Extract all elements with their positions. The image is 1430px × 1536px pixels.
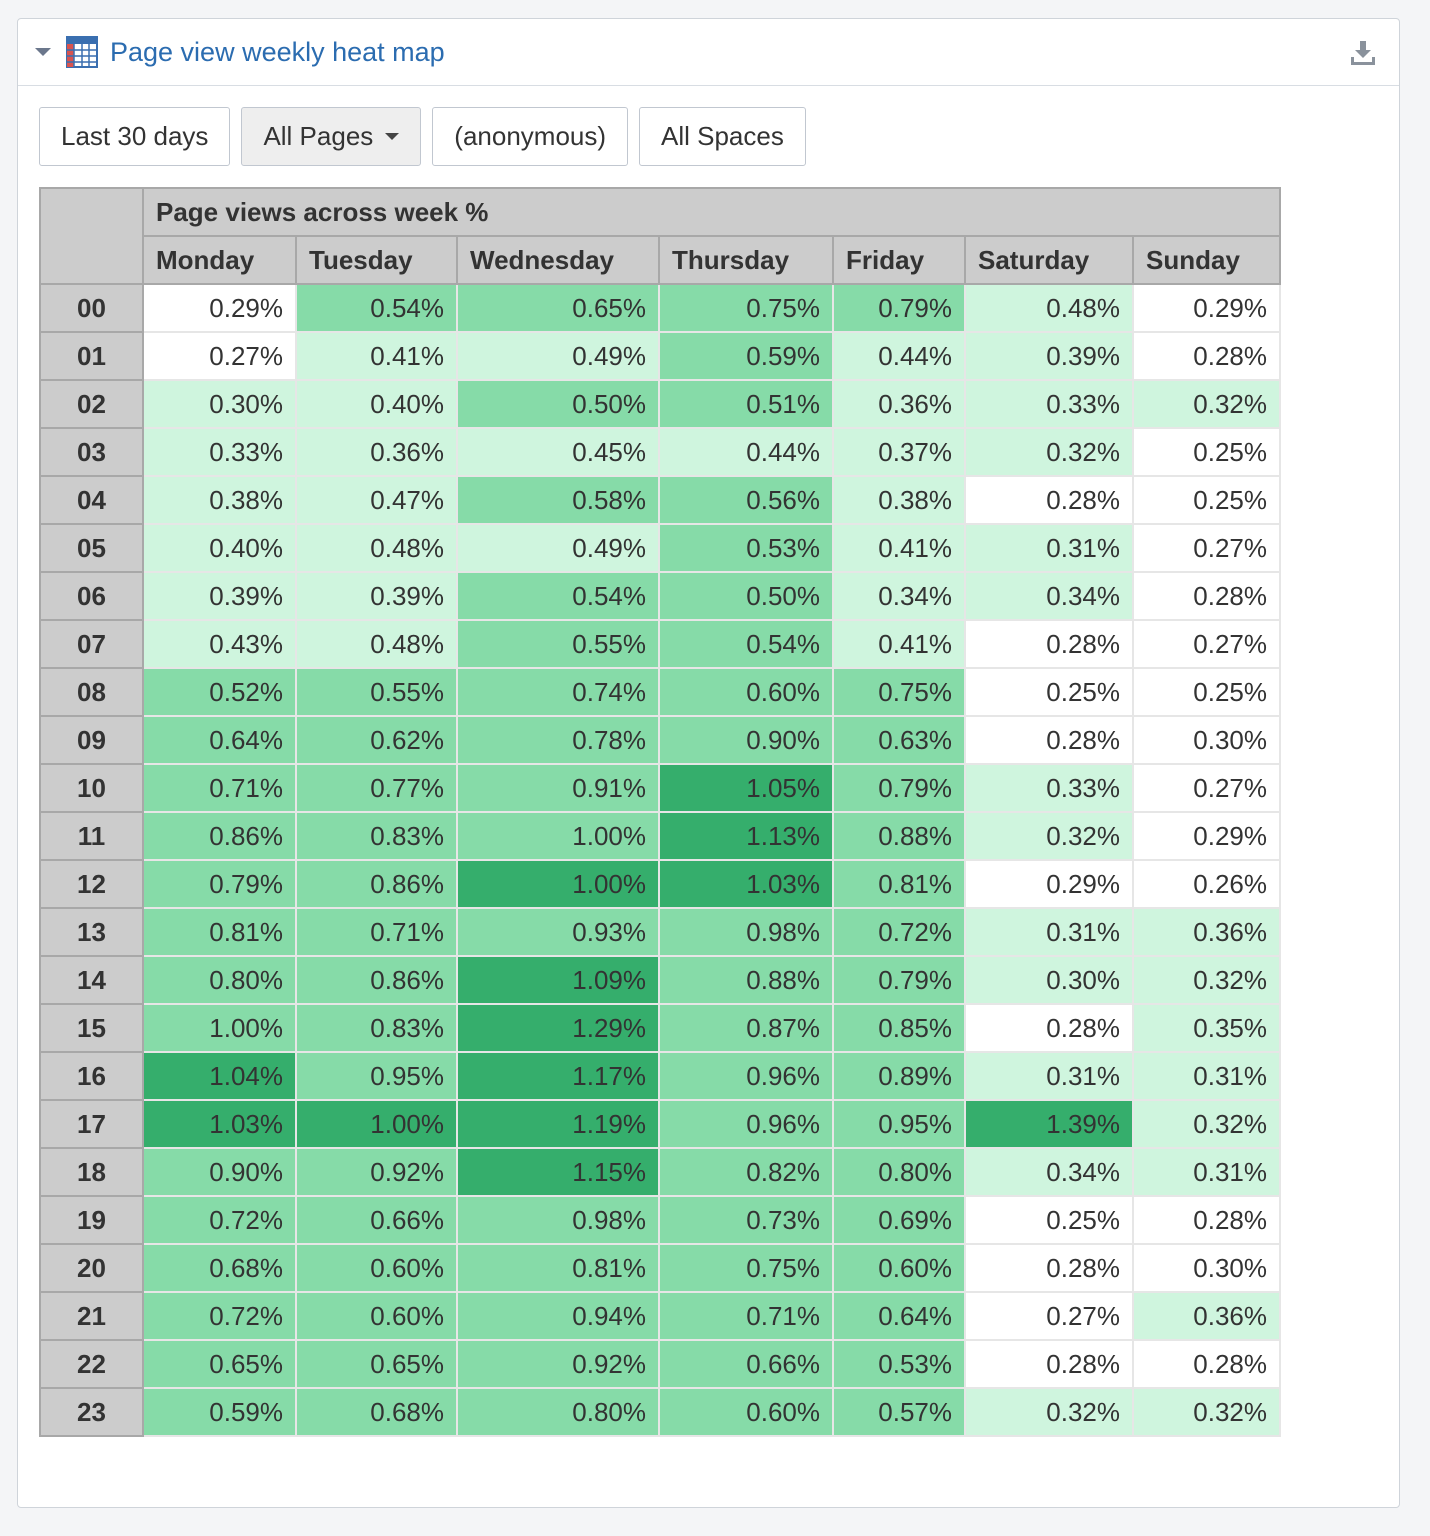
row-header-hour: 14: [40, 956, 143, 1004]
heat-cell: 0.29%: [143, 284, 296, 332]
heat-cell: 0.50%: [457, 380, 659, 428]
heat-cell: 0.93%: [457, 908, 659, 956]
heat-cell: 0.49%: [457, 524, 659, 572]
table-row: [40, 572, 1280, 620]
panel-title[interactable]: Page view weekly heat map: [110, 36, 445, 67]
heat-cell: 0.31%: [965, 908, 1133, 956]
row-header-hour: 11: [40, 812, 143, 860]
heat-cell: 0.69%: [833, 1196, 965, 1244]
row-header-hour: 04: [40, 476, 143, 524]
column-header-wednesday: Wednesday: [457, 236, 659, 284]
row-header-hour: 15: [40, 1004, 143, 1052]
filter-button-1[interactable]: [241, 107, 421, 166]
heat-cell: 0.32%: [965, 1388, 1133, 1436]
table-row: [40, 1052, 1280, 1100]
heat-cell: 0.27%: [1133, 620, 1280, 668]
heat-cell: 0.27%: [965, 1292, 1133, 1340]
table-row: [40, 1196, 1280, 1244]
table-row: [40, 908, 1280, 956]
filter-label: All Spaces: [661, 121, 784, 151]
heat-cell: 0.44%: [833, 332, 965, 380]
heat-cell: 0.68%: [296, 1388, 457, 1436]
heat-cell: 0.29%: [1133, 284, 1280, 332]
heat-cell: 0.48%: [296, 524, 457, 572]
heat-cell: 0.86%: [296, 956, 457, 1004]
heat-cell: 1.00%: [296, 1100, 457, 1148]
heat-cell: 0.89%: [833, 1052, 965, 1100]
heat-cell: 0.71%: [143, 764, 296, 812]
heat-cell: 0.28%: [965, 716, 1133, 764]
heat-cell: 0.36%: [296, 428, 457, 476]
heat-cell: 0.90%: [659, 716, 833, 764]
row-header-hour: 00: [40, 284, 143, 332]
heat-cell: 1.05%: [659, 764, 833, 812]
row-header-hour: 03: [40, 428, 143, 476]
heat-cell: 0.50%: [659, 572, 833, 620]
heat-cell: 0.94%: [457, 1292, 659, 1340]
heat-cell: 0.40%: [296, 380, 457, 428]
heat-cell: 0.80%: [833, 1148, 965, 1196]
heat-cell: 0.27%: [1133, 764, 1280, 812]
table-row: [40, 1148, 1280, 1196]
heat-cell: 0.36%: [833, 380, 965, 428]
heat-cell: 0.34%: [965, 572, 1133, 620]
heat-cell: 0.87%: [659, 1004, 833, 1052]
heat-cell: 0.72%: [143, 1196, 296, 1244]
heat-cell: 0.63%: [833, 716, 965, 764]
heat-cell: 0.55%: [457, 620, 659, 668]
heat-cell: 0.73%: [659, 1196, 833, 1244]
table-row: [40, 1100, 1280, 1148]
heat-cell: 0.30%: [1133, 1244, 1280, 1292]
heat-cell: 0.62%: [296, 716, 457, 764]
heat-cell: 0.27%: [143, 332, 296, 380]
heat-cell: 0.79%: [833, 956, 965, 1004]
table-row: [40, 284, 1280, 332]
heat-cell: 0.79%: [833, 284, 965, 332]
filter-button-3[interactable]: [639, 107, 806, 166]
heat-cell: 0.53%: [659, 524, 833, 572]
heat-cell: 0.32%: [1133, 380, 1280, 428]
heat-cell: 0.28%: [965, 620, 1133, 668]
filter-label: (anonymous): [454, 121, 607, 151]
row-header-hour: 05: [40, 524, 143, 572]
row-header-hour: 06: [40, 572, 143, 620]
row-header-hour: 01: [40, 332, 143, 380]
column-header-thursday: Thursday: [659, 236, 833, 284]
heat-cell: 0.65%: [296, 1340, 457, 1388]
row-header-hour: 13: [40, 908, 143, 956]
heat-cell: 0.28%: [965, 476, 1133, 524]
heat-cell: 0.41%: [833, 524, 965, 572]
table-row: [40, 956, 1280, 1004]
heat-cell: 0.25%: [1133, 476, 1280, 524]
heat-cell: 0.44%: [659, 428, 833, 476]
heat-cell: 0.71%: [296, 908, 457, 956]
heat-cell: 0.83%: [296, 812, 457, 860]
heat-cell: 1.13%: [659, 812, 833, 860]
heat-cell: 0.25%: [1133, 428, 1280, 476]
heat-cell: 0.29%: [1133, 812, 1280, 860]
heat-cell: 0.36%: [1133, 1292, 1280, 1340]
heat-cell: 0.98%: [457, 1196, 659, 1244]
heat-cell: 0.30%: [143, 380, 296, 428]
heat-cell: 0.25%: [1133, 668, 1280, 716]
heat-cell: 0.74%: [457, 668, 659, 716]
heat-cell: 0.29%: [965, 860, 1133, 908]
row-header-hour: 09: [40, 716, 143, 764]
column-header-tuesday: Tuesday: [296, 236, 457, 284]
heat-cell: 0.72%: [833, 908, 965, 956]
heat-cell: 0.25%: [965, 1196, 1133, 1244]
row-header-hour: 22: [40, 1340, 143, 1388]
table-row: [40, 764, 1280, 812]
heat-cell: 0.65%: [457, 284, 659, 332]
heat-cell: 0.82%: [659, 1148, 833, 1196]
heat-cell: 0.59%: [659, 332, 833, 380]
heat-cell: 0.59%: [143, 1388, 296, 1436]
heat-cell: 0.57%: [833, 1388, 965, 1436]
column-header-friday: Friday: [833, 236, 965, 284]
heat-cell: 0.30%: [965, 956, 1133, 1004]
heat-cell: 0.25%: [965, 668, 1133, 716]
heat-cell: 0.60%: [296, 1244, 457, 1292]
heat-cell: 1.03%: [659, 860, 833, 908]
row-header-hour: 20: [40, 1244, 143, 1292]
filter-bar: [39, 107, 817, 166]
heat-cell: 0.52%: [143, 668, 296, 716]
heat-cell: 0.38%: [833, 476, 965, 524]
heat-cell: 0.28%: [1133, 332, 1280, 380]
row-header-hour: 17: [40, 1100, 143, 1148]
heat-cell: 0.77%: [296, 764, 457, 812]
heat-cell: 0.31%: [965, 1052, 1133, 1100]
table-row: [40, 716, 1280, 764]
table-row: [40, 380, 1280, 428]
heat-cell: 0.88%: [659, 956, 833, 1004]
heat-cell: 1.29%: [457, 1004, 659, 1052]
heat-cell: 1.00%: [143, 1004, 296, 1052]
heat-cell: 0.64%: [833, 1292, 965, 1340]
heat-cell: 0.56%: [659, 476, 833, 524]
heat-cell: 0.92%: [296, 1148, 457, 1196]
heat-cell: 0.39%: [143, 572, 296, 620]
heat-cell: 0.54%: [457, 572, 659, 620]
heat-cell: 1.39%: [965, 1100, 1133, 1148]
heat-cell: 0.48%: [296, 620, 457, 668]
heat-cell: 1.04%: [143, 1052, 296, 1100]
heat-cell: 0.41%: [296, 332, 457, 380]
heat-cell: 0.75%: [659, 284, 833, 332]
heat-cell: 0.80%: [457, 1388, 659, 1436]
table-row: [40, 668, 1280, 716]
table-row: [40, 812, 1280, 860]
row-header-hour: 21: [40, 1292, 143, 1340]
filter-label: All Pages: [263, 121, 374, 151]
heat-cell: 0.95%: [296, 1052, 457, 1100]
heat-cell: 0.31%: [1133, 1052, 1280, 1100]
heat-cell: 0.72%: [143, 1292, 296, 1340]
heat-cell: 0.28%: [1133, 1196, 1280, 1244]
heat-cell: 0.43%: [143, 620, 296, 668]
table-row: [40, 620, 1280, 668]
table-row: [40, 1340, 1280, 1388]
caret-down-icon[interactable]: [35, 48, 51, 56]
heat-cell: 0.32%: [1133, 1388, 1280, 1436]
heat-cell: 0.58%: [457, 476, 659, 524]
heat-cell: 0.40%: [143, 524, 296, 572]
heat-cell: 0.98%: [659, 908, 833, 956]
heat-cell: 0.47%: [296, 476, 457, 524]
heat-cell: 0.33%: [965, 380, 1133, 428]
heat-cell: 0.91%: [457, 764, 659, 812]
filter-label: Last 30 days: [61, 121, 209, 151]
table-row: [40, 1244, 1280, 1292]
heatmap-table: [39, 187, 1281, 1437]
panel-header: [18, 19, 1399, 86]
heat-cell: 0.26%: [1133, 860, 1280, 908]
heat-cell: 1.03%: [143, 1100, 296, 1148]
heat-cell: 0.65%: [143, 1340, 296, 1388]
heat-cell: 0.34%: [965, 1148, 1133, 1196]
column-header-monday: Monday: [143, 236, 296, 284]
heatmap-panel: [17, 18, 1400, 1508]
heat-cell: 1.17%: [457, 1052, 659, 1100]
heat-cell: 0.51%: [659, 380, 833, 428]
heat-cell: 0.32%: [965, 812, 1133, 860]
row-header-hour: 02: [40, 380, 143, 428]
heat-cell: 1.09%: [457, 956, 659, 1004]
table-title: Page views across week %: [143, 188, 1280, 236]
row-header-hour: 10: [40, 764, 143, 812]
heat-cell: 0.27%: [1133, 524, 1280, 572]
table-row: [40, 476, 1280, 524]
heat-cell: 0.54%: [659, 620, 833, 668]
filter-button-0[interactable]: [39, 107, 230, 166]
heat-cell: 0.53%: [833, 1340, 965, 1388]
heat-cell: 0.28%: [965, 1244, 1133, 1292]
heat-cell: 1.00%: [457, 812, 659, 860]
heat-cell: 0.48%: [965, 284, 1133, 332]
heat-cell: 0.28%: [1133, 1340, 1280, 1388]
heat-cell: 0.33%: [965, 764, 1133, 812]
heat-cell: 0.75%: [659, 1244, 833, 1292]
row-header-hour: 08: [40, 668, 143, 716]
heat-cell: 0.81%: [143, 908, 296, 956]
heat-cell: 0.38%: [143, 476, 296, 524]
heat-cell: 0.66%: [659, 1340, 833, 1388]
heat-cell: 0.32%: [1133, 956, 1280, 1004]
heat-cell: 0.55%: [296, 668, 457, 716]
heat-cell: 0.81%: [457, 1244, 659, 1292]
table-row: [40, 332, 1280, 380]
heat-cell: 0.75%: [833, 668, 965, 716]
column-header-saturday: Saturday: [965, 236, 1133, 284]
heat-cell: 0.88%: [833, 812, 965, 860]
heat-cell: 0.64%: [143, 716, 296, 764]
heat-cell: 1.19%: [457, 1100, 659, 1148]
download-icon[interactable]: [1349, 39, 1377, 67]
heat-cell: 0.31%: [965, 524, 1133, 572]
heat-cell: 0.83%: [296, 1004, 457, 1052]
row-header-hour: 18: [40, 1148, 143, 1196]
heat-cell: 0.37%: [833, 428, 965, 476]
heat-cell: 0.36%: [1133, 908, 1280, 956]
heat-cell: 0.32%: [1133, 1100, 1280, 1148]
table-row: [40, 1004, 1280, 1052]
row-header-hour: 07: [40, 620, 143, 668]
heat-cell: 0.60%: [833, 1244, 965, 1292]
table-icon: [66, 36, 98, 68]
table-row: [40, 428, 1280, 476]
heat-cell: 0.95%: [833, 1100, 965, 1148]
heat-cell: 0.68%: [143, 1244, 296, 1292]
heat-cell: 0.60%: [296, 1292, 457, 1340]
heat-cell: 0.92%: [457, 1340, 659, 1388]
row-header-hour: 12: [40, 860, 143, 908]
heat-cell: 0.49%: [457, 332, 659, 380]
table-row: [40, 1388, 1280, 1436]
heat-cell: 0.86%: [143, 812, 296, 860]
corner-cell: [40, 188, 143, 284]
heat-cell: 0.60%: [659, 668, 833, 716]
heat-cell: 0.31%: [1133, 1148, 1280, 1196]
heat-cell: 0.28%: [965, 1004, 1133, 1052]
heat-cell: 0.54%: [296, 284, 457, 332]
heat-cell: 0.81%: [833, 860, 965, 908]
heat-cell: 0.41%: [833, 620, 965, 668]
heat-cell: 0.79%: [833, 764, 965, 812]
heat-cell: 0.71%: [659, 1292, 833, 1340]
heat-cell: 0.96%: [659, 1100, 833, 1148]
heat-cell: 0.66%: [296, 1196, 457, 1244]
heat-cell: 0.78%: [457, 716, 659, 764]
table-row: [40, 1292, 1280, 1340]
heat-cell: 0.39%: [965, 332, 1133, 380]
heat-cell: 0.34%: [833, 572, 965, 620]
heat-cell: 0.85%: [833, 1004, 965, 1052]
row-header-hour: 19: [40, 1196, 143, 1244]
heat-cell: 0.45%: [457, 428, 659, 476]
heat-cell: 0.28%: [1133, 572, 1280, 620]
filter-button-2[interactable]: [432, 107, 628, 166]
heat-cell: 0.28%: [965, 1340, 1133, 1388]
row-header-hour: 23: [40, 1388, 143, 1436]
heat-cell: 0.86%: [296, 860, 457, 908]
column-header-sunday: Sunday: [1133, 236, 1280, 284]
heat-cell: 0.90%: [143, 1148, 296, 1196]
heat-cell: 0.80%: [143, 956, 296, 1004]
caret-down-icon: [385, 133, 399, 140]
heat-cell: 0.96%: [659, 1052, 833, 1100]
table-row: [40, 860, 1280, 908]
row-header-hour: 16: [40, 1052, 143, 1100]
table-row: [40, 524, 1280, 572]
heat-cell: 1.00%: [457, 860, 659, 908]
heat-cell: 0.39%: [296, 572, 457, 620]
heat-cell: 0.33%: [143, 428, 296, 476]
heat-cell: 0.60%: [659, 1388, 833, 1436]
heat-cell: 0.30%: [1133, 716, 1280, 764]
heat-cell: 0.32%: [965, 428, 1133, 476]
heat-cell: 1.15%: [457, 1148, 659, 1196]
heat-cell: 0.79%: [143, 860, 296, 908]
heat-cell: 0.35%: [1133, 1004, 1280, 1052]
